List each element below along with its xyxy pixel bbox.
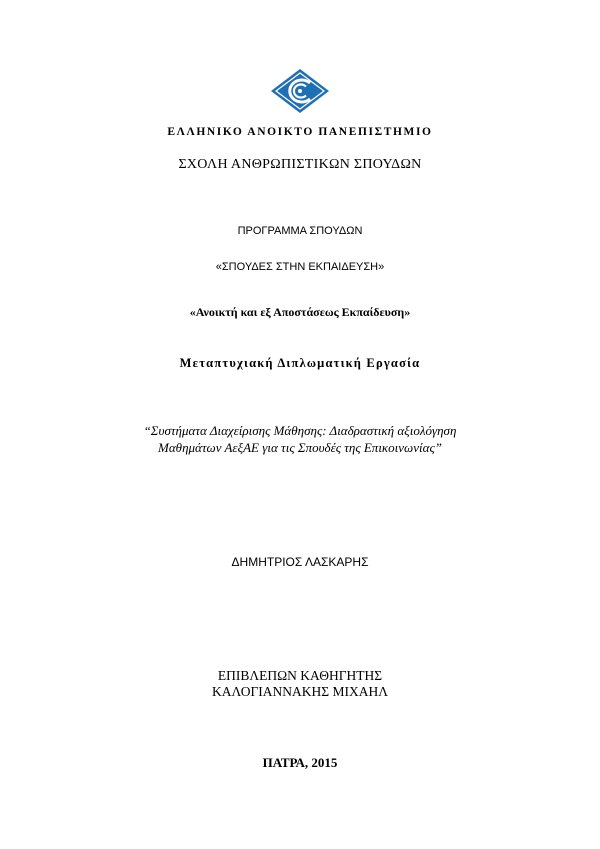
school-name: ΣΧΟΛΗ ΑΝΘΡΩΠΙΣΤΙΚΩΝ ΣΠΟΥΔΩΝ (178, 157, 422, 172)
program-name: «ΣΠΟΥΔΕΣ ΣΤΗΝ ΕΚΠΑΙΔΕΥΣΗ» (215, 261, 385, 273)
supervisor-label: ΕΠΙΒΛΕΠΩΝ ΚΑΘΗΓΗΤΗΣ (217, 668, 383, 683)
thesis-title-line-1: “Συστήματα Διαχείρισης Μάθησης: Διαδραστική αξιολόγηση (143, 423, 457, 438)
place-date: ΠΑΤΡΑ, 2015 (262, 755, 338, 770)
specialization: «Ανοικτή και εξ Αποστάσεως Εκπαίδευση» (189, 305, 411, 319)
author-name: ΔΗΜΗΤΡΙΟΣ ΛΑΣΚΑΡΗΣ (231, 555, 369, 569)
supervisor-name: ΚΑΛΟΓΙΑΝΝΑΚΗΣ ΜΙΧΑΗΛ (211, 684, 389, 699)
university-name: ΕΛΛΗΝΙΚΟ ΑΝΟΙΚΤΟ ΠΑΝΕΠΙΣΤΗΜΙΟ (167, 126, 433, 138)
program-label: ΠΡΟΓΡΑΜΜΑ ΣΠΟΥΔΩΝ (237, 225, 363, 237)
thesis-type: Μεταπτυχιακή Διπλωματική Εργασία (179, 356, 421, 370)
university-logo-icon (270, 68, 330, 114)
thesis-title-line-2: Μαθημάτων ΑεξΑΕ για τις Σπουδές της Επικοινωνίας” (158, 440, 442, 455)
